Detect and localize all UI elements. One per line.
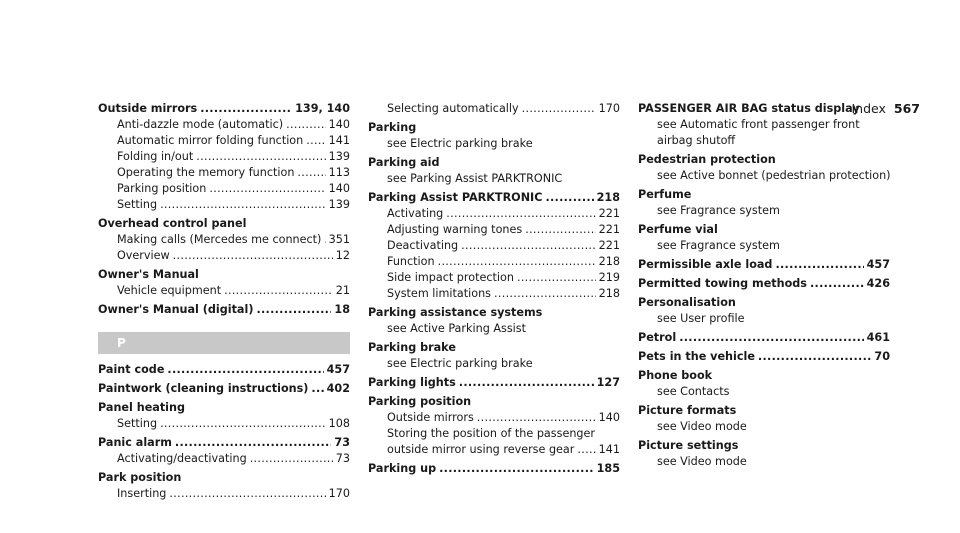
index-entry-pedestrian-protection — [638, 152, 890, 184]
entry-title: Parking assistance systems — [368, 306, 543, 319]
see-reference[interactable]: see Contacts — [657, 385, 730, 398]
entry-title: Perfume — [638, 188, 692, 201]
page-ref[interactable]: 141 — [598, 443, 620, 456]
index-entry-panel-heating — [98, 400, 350, 432]
see-reference[interactable]: see Video mode — [657, 420, 747, 433]
subentry: Operating the memory function ..... 113 — [98, 165, 350, 181]
page-ref[interactable]: 218 — [596, 191, 620, 204]
entry-title: Overhead control panel — [98, 217, 247, 230]
index-entry-outside-mirrors — [98, 101, 350, 213]
index-entry-owners-manual — [98, 267, 350, 299]
entry-title: Pets in the vehicle — [638, 350, 755, 363]
index-column-2 — [368, 101, 620, 480]
index-entry-pets — [638, 349, 890, 365]
subentry: Making calls (Mercedes me connect) ..... 351 — [98, 232, 350, 248]
subentry: outside mirror using reverse gear ..... 141 — [368, 442, 620, 458]
entry-title: Parking aid — [368, 156, 440, 169]
index-entry-towing-methods — [638, 276, 890, 292]
page-ref[interactable]: 108 — [328, 417, 350, 430]
index-entry-axle-load — [638, 257, 890, 273]
page-ref[interactable]: 18 — [334, 303, 350, 316]
index-entry-parktronic — [368, 190, 620, 302]
index-entry-paintwork — [98, 381, 350, 397]
index-entry-parking-lights — [368, 375, 620, 391]
entry-title: Parking position — [368, 395, 472, 408]
page-ref[interactable]: 457 — [326, 363, 350, 376]
section-letter-band: P — [98, 332, 350, 354]
page-ref[interactable]: 21 — [335, 284, 350, 297]
subentry: Setting ..... 108 — [98, 416, 350, 432]
subentry: Inserting ..... 170 — [98, 486, 350, 502]
index-entry-passenger-airbag — [638, 101, 890, 149]
subentry: Setting ..... 139 — [98, 197, 350, 213]
entry-title: PASSENGER AIR BAG status display — [638, 102, 860, 115]
see-reference[interactable]: see Video mode — [657, 455, 747, 468]
entry-title: Park position — [98, 471, 182, 484]
subentry: Side impact protection ..... 219 — [368, 270, 620, 286]
entry-title: Permissible axle load — [638, 258, 773, 271]
entry-title: Outside mirrors — [98, 102, 198, 115]
entry-title: Owner's Manual — [98, 268, 199, 281]
subentry: Automatic mirror folding function ..... 141 — [98, 133, 350, 149]
index-entry-perfume — [638, 187, 890, 219]
subentry: Activating ..... 221 — [368, 206, 620, 222]
entry-title: Parking Assist PARKTRONIC — [368, 191, 543, 204]
page-ref[interactable]: 113 — [328, 166, 350, 179]
page-number: 567 — [893, 101, 920, 116]
page-ref[interactable]: 70 — [874, 350, 890, 363]
see-reference[interactable]: see Active bonnet (pedestrian protection) — [657, 169, 891, 182]
entry-title: Permitted towing methods — [638, 277, 807, 290]
page-ref[interactable]: 140 — [598, 411, 620, 424]
page-ref[interactable]: 170 — [328, 487, 350, 500]
index-entry-overhead-panel — [98, 216, 350, 264]
entry-title: Panel heating — [98, 401, 185, 414]
entry-title: Parking lights — [368, 376, 456, 389]
page-ref[interactable]: 140 — [328, 118, 350, 131]
index-entry-owners-manual-digital — [98, 302, 350, 318]
dot-leader — [200, 101, 292, 117]
page-ref[interactable]: 351 — [328, 233, 350, 246]
see-reference[interactable]: see Electric parking brake — [387, 357, 533, 370]
page-ref[interactable]: 141 — [328, 134, 350, 147]
index-column-1 — [98, 101, 350, 505]
subentry: Deactivating ..... 221 — [368, 238, 620, 254]
entry-title: Picture formats — [638, 404, 737, 417]
header-title: Index — [851, 101, 886, 116]
entry-title: Paint code — [98, 363, 165, 376]
index-column-3 — [638, 101, 890, 473]
page-ref[interactable]: 139 — [328, 150, 350, 163]
index-entry-picture-settings — [638, 438, 890, 470]
index-entry-continued — [368, 101, 620, 117]
entry-title: Panic alarm — [98, 436, 172, 449]
entry-title: Pedestrian protection — [638, 153, 776, 166]
index-entry-parking-aid — [368, 155, 620, 187]
see-reference[interactable]: see User profile — [657, 312, 745, 325]
entry-title: Parking brake — [368, 341, 456, 354]
entry-title: Petrol — [638, 331, 677, 344]
page-ref[interactable]: 139, 140 — [295, 102, 350, 115]
page-ref[interactable]: 12 — [335, 249, 350, 262]
page-ref[interactable]: 219 — [598, 271, 620, 284]
entry-title: Parking — [368, 121, 417, 134]
index-entry-parking-position — [368, 394, 620, 458]
see-reference[interactable]: see Electric parking brake — [387, 137, 533, 150]
index-entry-parking-up — [368, 461, 620, 477]
index-entry-phone-book — [638, 368, 890, 400]
index-entry-parking-assistance — [368, 305, 620, 337]
page-ref[interactable]: 221 — [598, 223, 620, 236]
page-ref[interactable]: 73 — [335, 452, 350, 465]
page-ref[interactable]: 426 — [866, 277, 890, 290]
see-reference[interactable]: see Fragrance system — [657, 239, 780, 252]
entry-title: Personalisation — [638, 296, 736, 309]
entry-title: Picture settings — [638, 439, 739, 452]
entry-title: Perfume vial — [638, 223, 718, 236]
see-reference[interactable]: see Fragrance system — [657, 204, 780, 217]
page-ref[interactable]: 461 — [866, 331, 890, 344]
page-ref[interactable]: 127 — [596, 376, 620, 389]
index-entry-parking-brake — [368, 340, 620, 372]
subentry-line: Storing the position of the passenger — [387, 427, 596, 440]
subentry: Function ..... 218 — [368, 254, 620, 270]
page-ref[interactable]: 221 — [598, 239, 620, 252]
index-entry-panic-alarm — [98, 435, 350, 467]
entry-title: Owner's Manual (digital) — [98, 303, 254, 316]
page-ref[interactable]: 139 — [328, 198, 350, 211]
subentry: Vehicle equipment ..... 21 — [98, 283, 350, 299]
index-entry-picture-formats — [638, 403, 890, 435]
index-entry-paint-code — [98, 362, 350, 378]
subentry: Adjusting warning tones ..... 221 — [368, 222, 620, 238]
subentry: Parking position ..... 140 — [98, 181, 350, 197]
see-reference[interactable]: see Automatic front passenger front — [657, 118, 860, 131]
index-entry-perfume-vial — [638, 222, 890, 254]
entry-title: Parking up — [368, 462, 437, 475]
index-entry-parking — [368, 120, 620, 152]
page-ref[interactable]: 457 — [866, 258, 890, 271]
page-ref[interactable]: 73 — [334, 436, 350, 449]
subentry: Activating/deactivating ..... 73 — [98, 451, 350, 467]
page-ref[interactable]: 140 — [328, 182, 350, 195]
subentry: Overview ..... 12 — [98, 248, 350, 264]
page-ref[interactable]: 402 — [326, 382, 350, 395]
subentry: Anti-dazzle mode (automatic) ..... 140 — [98, 117, 350, 133]
index-entry-petrol — [638, 330, 890, 346]
page-ref[interactable]: 170 — [598, 102, 620, 115]
page-ref[interactable]: 221 — [598, 207, 620, 220]
see-reference-line[interactable]: airbag shutoff — [657, 134, 736, 147]
see-reference[interactable]: see Parking Assist PARKTRONIC — [387, 172, 563, 185]
page-ref[interactable]: 218 — [598, 255, 620, 268]
subentry: Selecting automatically ..... 170 — [368, 101, 620, 117]
page-ref[interactable]: 218 — [598, 287, 620, 300]
subentry: System limitations ..... 218 — [368, 286, 620, 302]
subentry: Outside mirrors ..... 140 — [368, 410, 620, 426]
subentry: Folding in/out ..... 139 — [98, 149, 350, 165]
index-entry-park-position — [98, 470, 350, 502]
page-ref[interactable]: 185 — [596, 462, 620, 475]
entry-title: Phone book — [638, 369, 713, 382]
entry-title: Paintwork (cleaning instructions) — [98, 382, 309, 395]
see-reference[interactable]: see Active Parking Assist — [387, 322, 526, 335]
index-entry-personalisation — [638, 295, 890, 327]
